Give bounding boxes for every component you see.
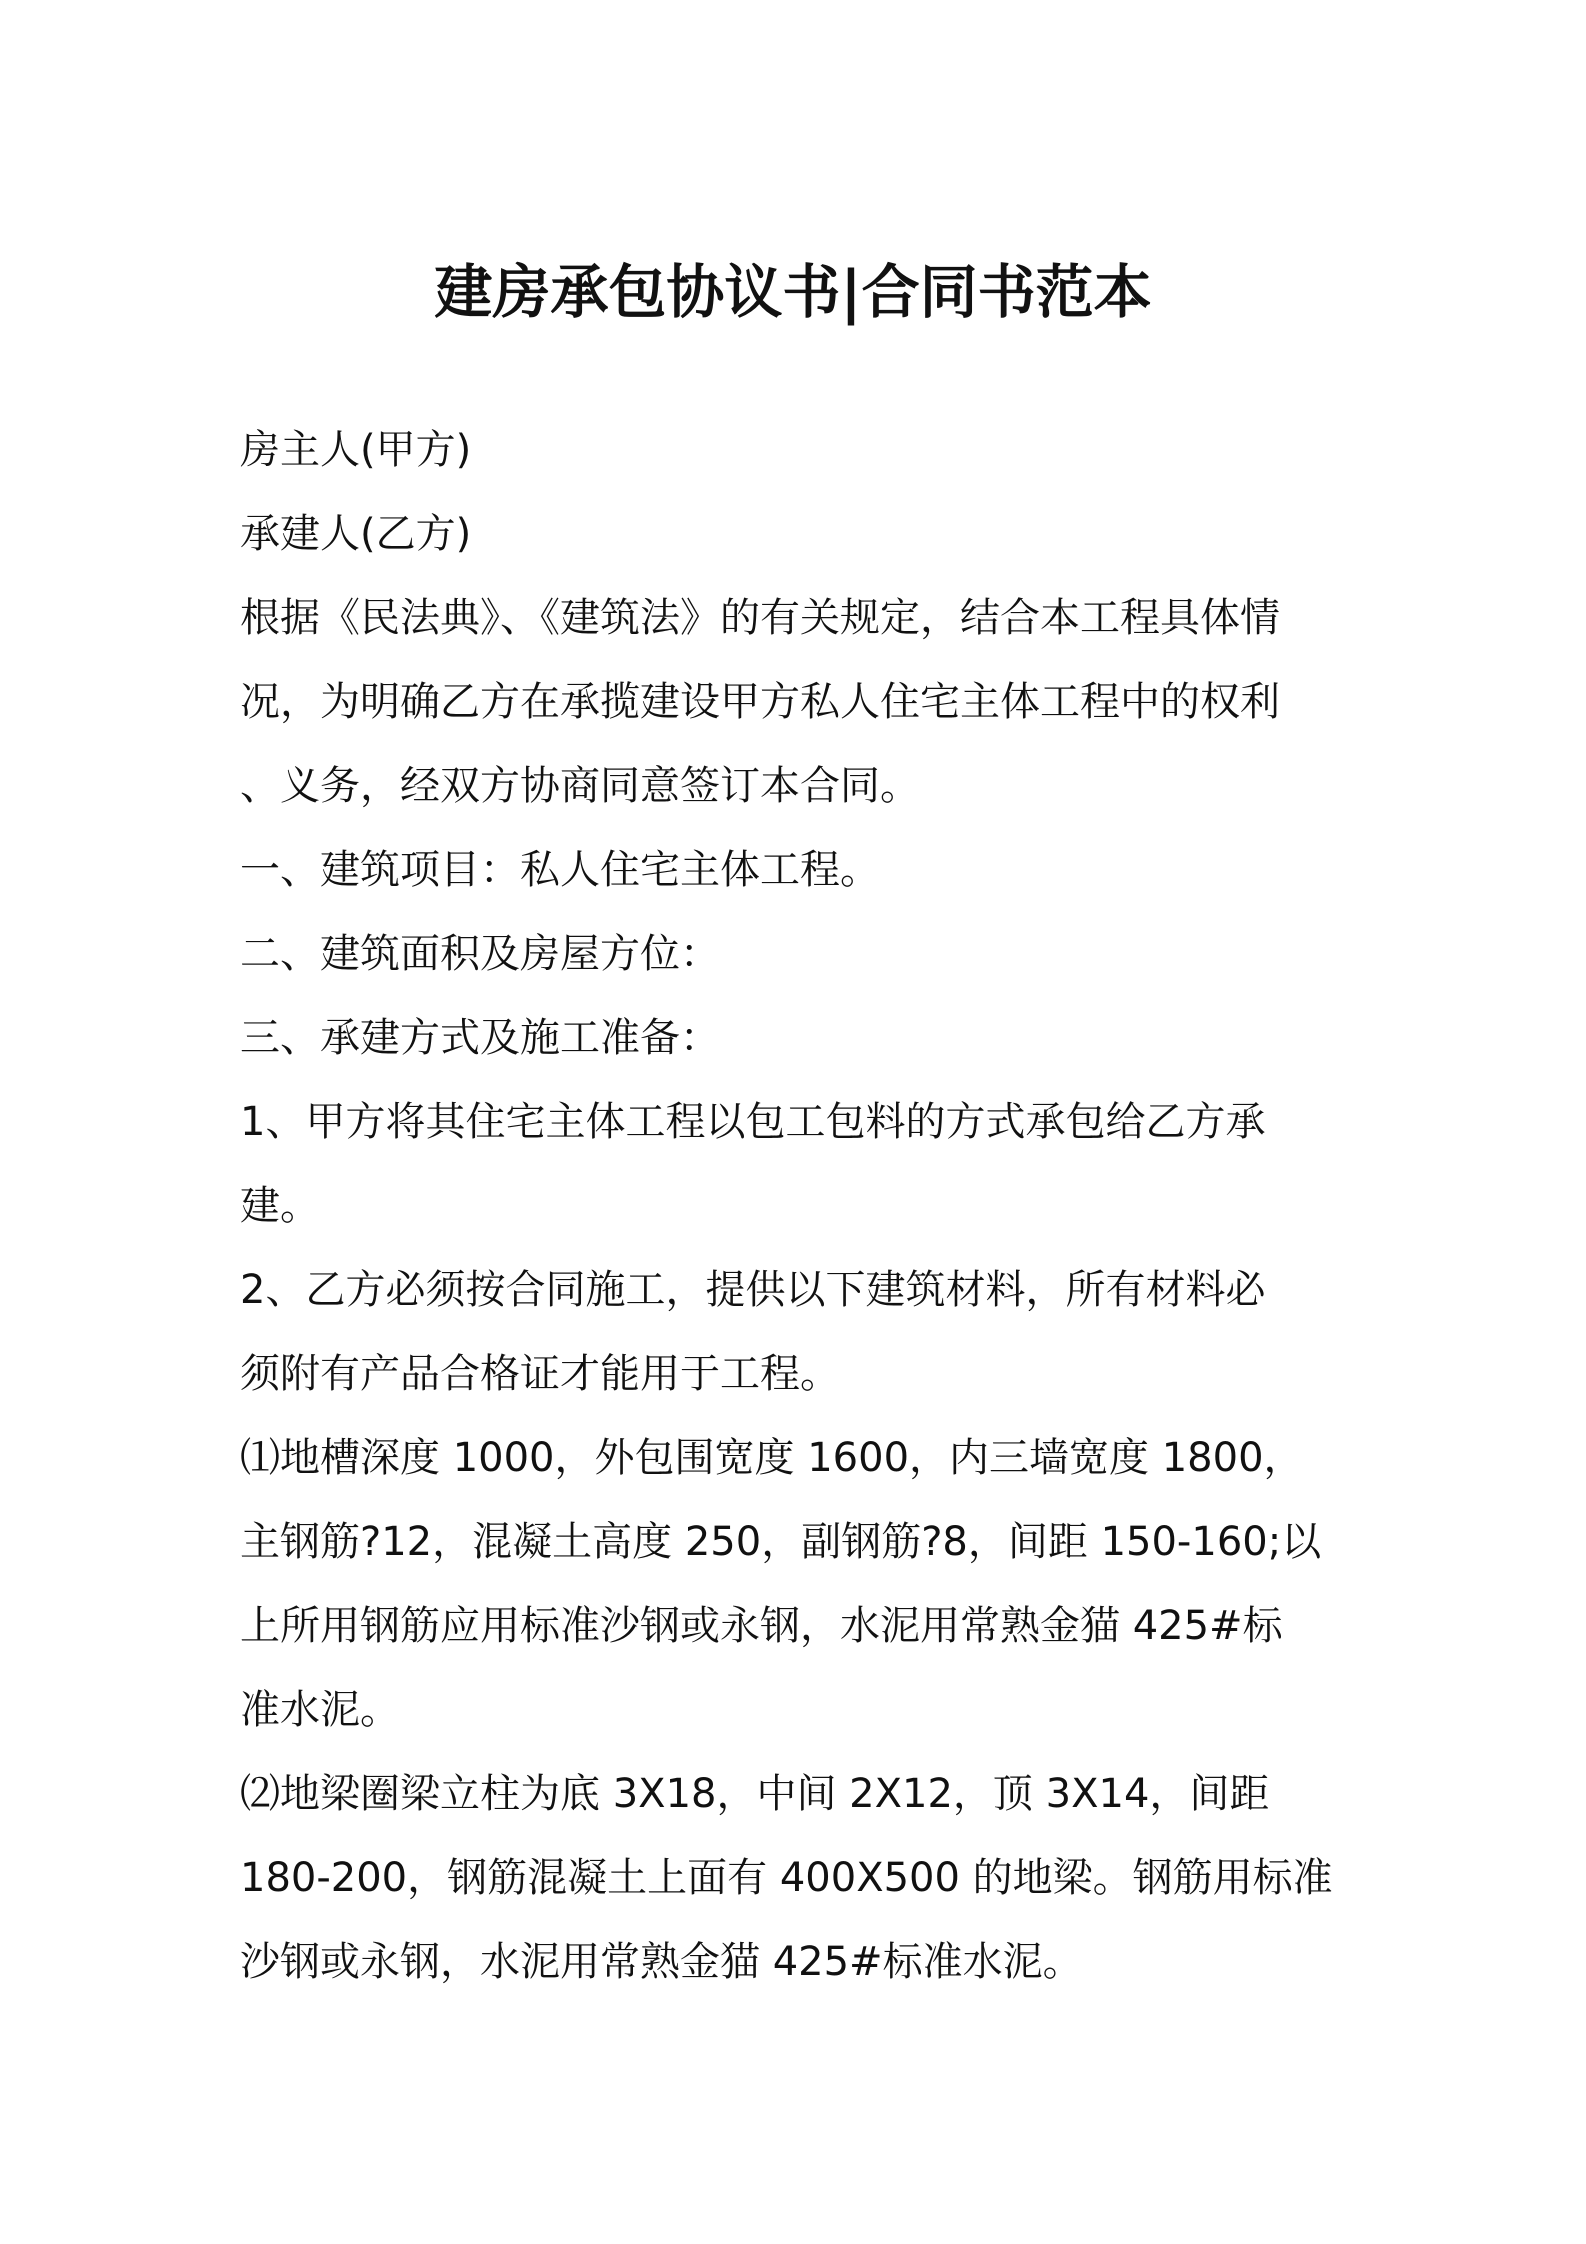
clause-2-line: 2、乙方必须按合同施工，提供以下建筑材料，所有材料必 — [240, 1267, 1266, 1313]
paragraph-line: 、义务，经双方协商同意签订本合同。 — [240, 763, 920, 809]
spec-1-line: 主钢筋?12，混凝土高度 250，副钢筋?8，间距 150-160;以 — [240, 1519, 1322, 1565]
spec-2-line: ⑵地梁圈梁立柱为底 3X18，中间 2X12，顶 3X14，间距 — [240, 1771, 1270, 1817]
spec-1-line: 准水泥。 — [240, 1687, 400, 1733]
party-b-line: 承建人(乙方) — [240, 511, 472, 557]
spec-2-line: 180-200，钢筋混凝土上面有 400X500 的地梁。钢筋用标准 — [240, 1855, 1333, 1901]
spec-1-line: 上所用钢筋应用标准沙钢或永钢，水泥用常熟金猫 425#标 — [240, 1603, 1283, 1649]
paragraph-line: 根据《民法典》、《建筑法》的有关规定，结合本工程具体情 — [240, 595, 1280, 641]
section-heading-3: 三、承建方式及施工准备： — [240, 1015, 720, 1061]
document-body — [240, 408, 1360, 2004]
party-a-line: 房主人(甲方) — [240, 427, 472, 473]
spec-2-line: 沙钢或永钢，水泥用常熟金猫 425#标准水泥。 — [240, 1939, 1083, 1985]
section-heading-2: 二、建筑面积及房屋方位： — [240, 931, 720, 977]
clause-2-line: 须附有产品合格证才能用于工程。 — [240, 1351, 840, 1397]
clause-1-line: 建。 — [240, 1183, 320, 1229]
spec-1-line: ⑴地槽深度 1000，外包围宽度 1600，内三墙宽度 1800， — [240, 1435, 1304, 1481]
clause-1-line: 1、甲方将其住宅主体工程以包工包料的方式承包给乙方承 — [240, 1099, 1266, 1145]
paragraph-line: 况，为明确乙方在承揽建设甲方私人住宅主体工程中的权利 — [240, 679, 1280, 725]
document-title: 建房承包协议书|合同书范本 — [434, 258, 1152, 326]
section-heading-1: 一、建筑项目：私人住宅主体工程。 — [240, 847, 880, 893]
